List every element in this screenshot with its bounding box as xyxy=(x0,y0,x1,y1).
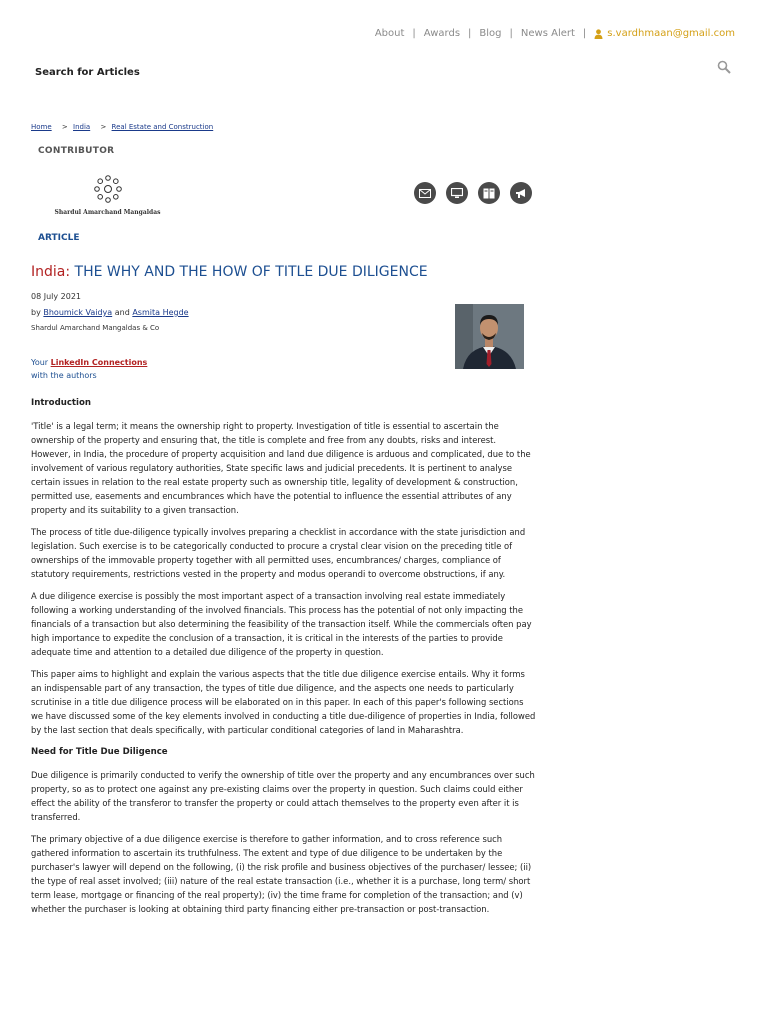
nav-news-alert[interactable]: News Alert xyxy=(520,28,575,39)
firm-logo-text: Shardul Amarchand Mangaldas xyxy=(54,209,161,216)
search-icon[interactable] xyxy=(717,60,731,74)
linkedin-suffix: with the authors xyxy=(31,371,97,380)
user-email: s.vardhmaan@gmail.com xyxy=(607,28,735,39)
contributor-label: CONTRIBUTOR xyxy=(38,146,115,156)
firm-logo-emblem-icon xyxy=(91,175,125,203)
breadcrumb-home[interactable]: Home xyxy=(31,123,52,131)
nav-awards[interactable]: Awards xyxy=(423,28,461,39)
nav-separator: | xyxy=(509,28,513,39)
byline-and: and xyxy=(114,308,130,317)
paragraph: Due diligence is primarily conducted to verify the ownership of title over the property and any encumbrances over such property, so as to protect one against any pre-existing claims over the property in question. Such claims could either effect the ability of the transferor to transfer the property or could attach themselves to the property even after it is transferred. xyxy=(31,770,535,822)
article-date: 08 July 2021 xyxy=(31,292,82,301)
search-bar[interactable] xyxy=(35,60,735,78)
article-actions xyxy=(414,182,532,204)
author-link-2[interactable]: Asmita Hegde xyxy=(132,308,189,317)
nav-blog[interactable]: Blog xyxy=(479,28,502,39)
book-icon[interactable] xyxy=(478,182,500,204)
breadcrumb-country[interactable]: India xyxy=(73,123,91,131)
nav-about[interactable]: About xyxy=(374,28,405,39)
breadcrumb xyxy=(31,123,213,131)
firm-logo[interactable] xyxy=(50,175,165,215)
user-icon xyxy=(594,29,603,39)
paragraph: A due diligence exercise is possibly the most important aspect of a transaction involving real estate immediately following a working understanding of the involved financials. This process has the potential of not only impacting the financials of a transaction but also determining the feasibility of the transaction itself. While the commercials often pay high importance to expedite the conclusion of a transaction, it is critical in the interests of the parties to provide adequate time and attention to a detailed due diligence of the property in question. xyxy=(31,591,532,657)
linkedin-prompt xyxy=(31,358,147,367)
nav-separator: | xyxy=(582,28,587,39)
article-title-text: THE WHY AND THE HOW OF TITLE DUE DILIGENCE xyxy=(74,264,428,280)
article-body xyxy=(31,396,537,924)
author-link-1[interactable]: Bhoumick Vaidya xyxy=(43,308,113,317)
paragraph: This paper aims to highlight and explain the various aspects that the title due diligence exercise entails. Why it forms an indispensable part of any transaction, the types of title due diligence, and the aspects one needs to particularly scrutinise in a title due diligence process will be elaborated on in this paper. In each of this paper's following sections we have discussed some of the key elements involved in conducting a title due-diligence of properties in India, followed by the last section that deals specifically, with particular conditional categories of land in Maharashtra. xyxy=(31,669,536,735)
breadcrumb-separator: > xyxy=(100,123,107,131)
breadcrumb-separator: > xyxy=(61,123,68,131)
nav-separator: | xyxy=(468,28,472,39)
paragraph: The process of title due-diligence typically involves preparing a checklist in accordance with the state jurisdiction and legislation. Such exercise is to be categorically conducted to procure a crystal clear vision on the preceding title of ownerships of the immovable property together with all permitted uses, encumbrances/ charges, compliance of statutory requirements, restrictions vested in the property and modus operandi to overcome obstructions, if any. xyxy=(31,527,526,579)
linkedin-connections-link[interactable]: LinkedIn Connections xyxy=(50,358,148,367)
article-country[interactable]: India: xyxy=(31,264,71,280)
search-label[interactable]: Search for Articles xyxy=(35,67,140,78)
section-heading-need: Need for Title Due Diligence xyxy=(31,747,168,757)
article-label: ARTICLE xyxy=(38,233,80,243)
article-title xyxy=(31,264,428,280)
monitor-icon[interactable] xyxy=(446,182,468,204)
announcement-icon[interactable] xyxy=(510,182,532,204)
nav-separator: | xyxy=(412,28,416,39)
byline-prefix: by xyxy=(31,308,41,317)
paragraph: 'Title' is a legal term; it means the ownership right to property. Investigation of title is essential to ascertain the ownership of the property and ensuring that, the title is complete and free from any doubts, risks and interest. However, in India, the procedure of property acquisition and land due diligence is arduous and complicated, due to the involvement of various regulatory authorities, State specific laws and judicial precedents. It is pertinent to analyse certain issues in relation to the real estate property such as ownership title, legality of development & construction, permitted use, easements and encumbrances which have the potential to influence the essential attributes of any property and its suitability to a given transaction. xyxy=(31,421,531,515)
user-account-link[interactable] xyxy=(594,28,735,39)
author-firm: Shardul Amarchand Mangaldas & Co xyxy=(31,324,160,332)
top-nav xyxy=(375,28,735,39)
section-heading-introduction: Introduction xyxy=(31,398,92,408)
article-byline xyxy=(31,308,189,317)
linkedin-prefix: Your xyxy=(31,358,49,367)
email-icon[interactable] xyxy=(414,182,436,204)
paragraph: The primary objective of a due diligence exercise is therefore to gather information, and to cross reference such gathered information to ascertain its truthfulness. The extent and type of due diligence to be undertaken by the purchaser's lawyer will depend on the following, (i) the risk profile and business objectives of the purchaser/ lessee; (ii) the type of real asset involved; (iii) nature of the real estate transaction (i.e., whether it is a purchase, long term/ short term lease, mortgage or financing of the real property); (iv) the time frame for completion of the transaction; and (v) whether the purchaser is looking at obtaining third party financing either pre-transaction or post-transaction. xyxy=(31,834,532,914)
breadcrumb-category[interactable]: Real Estate and Construction xyxy=(111,123,214,131)
author-photo xyxy=(455,304,524,369)
